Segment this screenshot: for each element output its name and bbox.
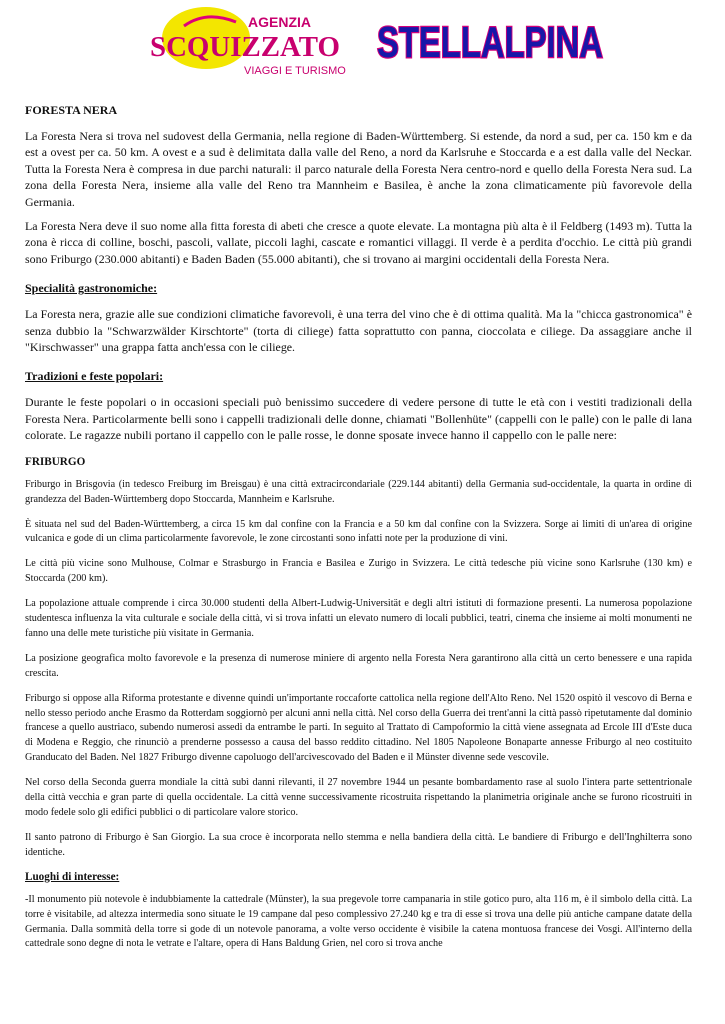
- friburgo-paragraph-8: Il santo patrono di Friburgo è San Giorgio. La sua croce è incorporata nello stemma e nella bandiera della città. Le bandiere di Friburgo e dell'Inghilterra sono identiche.: [25, 831, 692, 858]
- stellalpina-word: STELLALPINA: [377, 18, 603, 67]
- intro-paragraph-1: La Foresta Nera si trova nel sudovest della Germania, nella regione di Baden-Württemberg. Si estende, da nord a sud, per ca. 150 km e da est a ovest per ca. 50 km. A ovest e a sud è delimitata dalla valle del Reno, a nord da Karlsruhe e Stoccarda e a est dalla valle del Neckar. Tutta la Foresta Nera è compresa in due parchi naturali: il parco naturale della Foresta Nera centro-nord e quello della Foresta Nera sud. La zona della Foresta Nera, insieme alla valle del Reno tra Mannheim e Basilea, è anche la zona climaticamente più favorevole della Germania.: [25, 129, 692, 209]
- page-title: FORESTA NERA: [25, 103, 118, 117]
- friburgo-paragraph-5: La posizione geografica molto favorevole e la presenza di numerose miniere di argento nella Foresta Nera garantirono alla città un certo benessere e una rapida crescita.: [25, 652, 692, 679]
- friburgo-paragraph-4: La popolazione attuale comprende i circa 30.000 studenti della Albert-Ludwig-Universität e degli altri istituti di formazione presenti. La numerosa popolazione studentesca influenza la vita culturale e sociale della città, vi si trova infatti un elevato numero di locali pubblici, teatri, cinema che insieme ai molti monumenti ne fanno una delle mete turistiche più visitate in Germania.: [25, 598, 692, 639]
- friburgo-paragraph-2: È situata nel sud del Baden-Württemberg, a circa 15 km dal confine con la Francia e a 50 km dal confine con la Svizzera. Sorge ai limiti di un'area di origine vulcanica e gode di un clima particolarmente favorevole, le zone circostanti sono infatti note per la produzione di vini.: [25, 518, 692, 545]
- stellalpina-logo: [374, 10, 606, 68]
- agenzia-word: AGENZIA: [248, 14, 311, 30]
- friburgo-paragraph-1: Friburgo in Brisgovia (in tedesco Freiburg im Breisgau) è una città extracircondariale (229.144 abitanti) della Germania sud-occidentale, la quarta in ordine di grandezza del Baden-Württemberg dopo Stoccarda, Mannheim e Karlsruhe.: [25, 478, 692, 505]
- page-header: [0, 0, 725, 85]
- friburgo-paragraph-7: Nel corso della Seconda guerra mondiale la città subì danni rilevanti, il 27 novembre 1944 un pesante bombardamento rase al suolo l'intera parte settentrionale della città vecchia e gran parte di quella occidentale. La città venne successivamente ricostruita rispettando la planimetria originale anche se furono ricostruiti in modo fedele solo gli edifici pubblici o di particolare valore storico.: [25, 777, 692, 818]
- interest-paragraph: -Il monumento più notevole è indubbiamente la cattedrale (Münster), la sua pregevole torre campanaria in stile gotico puro, alta 116 m, è il simbolo della città. La torre è visitabile, ad altezza intermedia sono situate le 19 campane dal peso complessivo 27.240 kg e tra di esse si trova una delle più antiche campane datate della Germania. Dalla sommità della torre si gode di un notevole panorama, a volte verso occidente è visibile la catena montuosa francese dei Vosgi. All'interno della cattedrale sono degne di nota le vetrate e l'altare, opera di Hans Baldung Grien, nel coro si trova anche: [25, 893, 692, 950]
- interest-heading: Luoghi di interesse:: [25, 870, 120, 883]
- agenzia-name: SCQUIZZATO: [150, 32, 340, 63]
- traditions-heading: Tradizioni e feste popolari:: [25, 369, 164, 384]
- gastronomy-paragraph: La Foresta nera, grazie alle sue condizioni climatiche favorevoli, è una terra del vino che è di ottima qualità. Ma la "chicca gastronomica" è senza dubbio la "Schwarzwälder Kirschtorte" (torta di ciliege) fatta soprattutto con panna, cioccolata e ciliege. Da assaggiare anche il "Kirschwasser" una grappa fatta anch'essa con le ciliege.: [25, 307, 692, 355]
- agenzia-scquizzato-logo: [148, 4, 344, 80]
- friburgo-paragraph-6: Friburgo si oppose alla Riforma protestante e divenne quindi un'importante roccaforte cattolica nella regione dell'Alto Reno. Nel 1520 ospitò il vescovo di Berna e nello stesso periodo anche Erasmo da Rotterdam soggiornò per alcuni anni nella città. Nel corso della Guerra dei trent'anni la città passò ripetutamente dal dominio francese a quello austriaco, subendo numerosi assedi da entrambe le parti. In seguito al Trattato di Campoformio la città viene assegnata ad Ercole III d'Este duca di Modena e Reggio, che rinunciò a prenderne possesso a causa del basso reddito cittadino. Nel 1805 Napoleone Bonaparte annesse Friburgo al neo costituito Granducato del Baden. Nel 1827 Friburgo divenne capoluogo dell'arcivescovado del Baden e il Münster divenne sede vescovile.: [25, 692, 692, 764]
- traditions-paragraph: Durante le feste popolari o in occasioni speciali può benissimo succedere di vedere persone di tutte le età con i vestiti tradizionali della Foresta Nera. Particolarmente belli sono i cappelli tradizionali delle donne, chiamati "Bollenhüte" (cappelli con le palle) con le palle di lana colorate. Le ragazze nubili portano il cappello con le palle rosse, le donne sposate invece hanno il cappello con le palle nere:: [25, 395, 692, 443]
- gastronomy-heading: Specialità gastronomiche:: [25, 281, 158, 296]
- intro-paragraph-2: La Foresta Nera deve il suo nome alla fitta foresta di abeti che cresce a quote elevate. La montagna più alta è il Feldberg (1493 m). Tutta la zona è ricca di colline, boschi, pascoli, vallate, piccoli laghi, cascate e romantici villaggi. Il verde è a perdita d'occhio. Le città più grandi sono Friburgo (230.000 abitanti) e Baden Baden (55.000 abitanti), che si trovano ai margini occidentali della Foresta Nera.: [25, 219, 692, 266]
- document-body: [25, 103, 692, 962]
- friburgo-heading: FRIBURGO: [25, 455, 86, 468]
- friburgo-paragraph-3: Le città più vicine sono Mulhouse, Colmar e Strasburgo in Francia e Basilea e Zurigo in Svizzera. Le città tedesche più vicine sono Karlsruhe (130 km) e Stoccarda (200 km).: [25, 558, 692, 585]
- agenzia-tagline: VIAGGI E TURISMO: [244, 65, 346, 77]
